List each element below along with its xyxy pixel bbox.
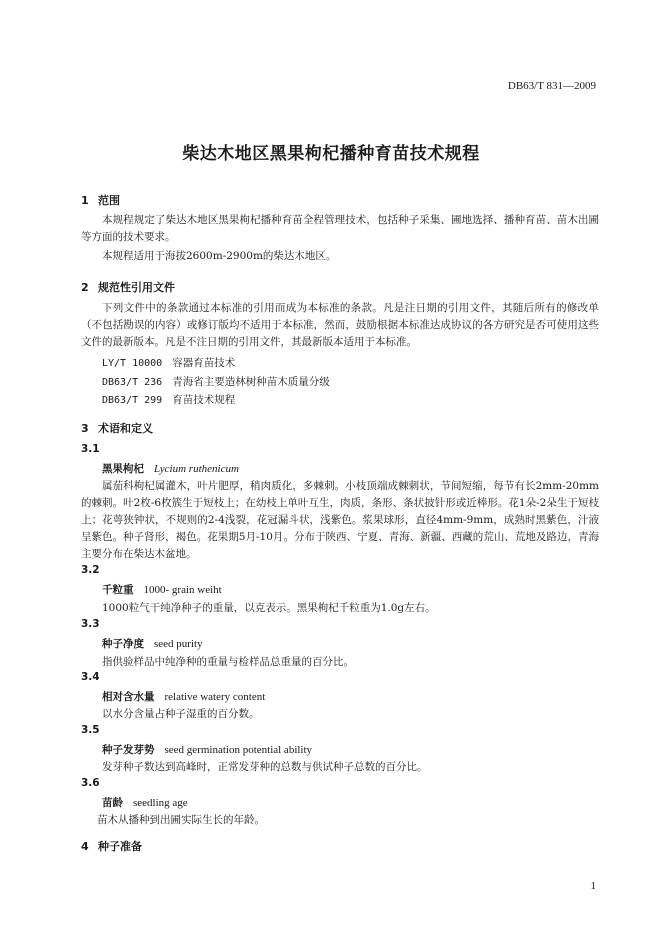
reference-title: 青海省主要造林树种苗木质量分级 bbox=[172, 376, 330, 388]
clause-3-6-number: 3.6 bbox=[81, 777, 100, 789]
reference-item bbox=[102, 374, 330, 389]
clause-3-1-number: 3.1 bbox=[81, 443, 100, 455]
term-3-2 bbox=[102, 582, 222, 597]
reference-title: 育苗技术规程 bbox=[172, 394, 236, 406]
term-chinese: 黑果枸杞 bbox=[102, 463, 144, 475]
term-english: seedling age bbox=[133, 797, 188, 809]
section-number: 3 bbox=[81, 422, 89, 435]
section-number: 2 bbox=[81, 281, 89, 294]
term-chinese: 苗龄 bbox=[102, 797, 123, 809]
section-title: 术语和定义 bbox=[98, 422, 153, 435]
page-number: 1 bbox=[590, 880, 596, 892]
scope-paragraph-2: 本规程适用于海拔2600m-2900m的柴达木地区。 bbox=[102, 250, 337, 262]
reference-item bbox=[102, 355, 235, 370]
definition-3-1: 属茄科枸杞属灌木，叶片肥厚，稍肉质化，多棘刺。小枝顶端成棘刺状，节间短缩，每节有长2mm-20mm的棘刺。叶2枚-6枚簇生于短枝上；在幼枝上单叶互生，肉质，条形、条状披针形或近棒形。花1朵-2朵生于短枝上；花萼狭钟状，不规则的2-4浅裂，花冠漏斗状，浅紫色。浆果球形，直径4mm-9mm，成熟时黑紫色，汁液呈紫色。种子肾形，褐色。花果期5月-10月。分布于陕西、宁夏、青海、新疆、西藏的荒山、荒地及路边，青海主要分布在柴达木盆地。 bbox=[81, 480, 599, 560]
definition-3-2: 1000粒气干纯净种子的重量，以克表示。黑果枸杞千粒重为1.0g左右。 bbox=[102, 602, 436, 614]
term-english: seed germination potential ability bbox=[164, 744, 313, 756]
document-title: 柴达木地区黑果枸杞播种育苗技术规程 bbox=[182, 144, 480, 164]
section-title: 范围 bbox=[98, 194, 120, 207]
term-3-6 bbox=[102, 795, 188, 810]
term-english: 1000- grain weiht bbox=[143, 584, 222, 596]
term-3-3 bbox=[102, 636, 203, 651]
definition-3-3: 指供验样品中纯净种的重量与检样品总重量的百分比。 bbox=[102, 656, 354, 668]
term-english: seed purity bbox=[154, 638, 203, 650]
term-chinese: 种子净度 bbox=[102, 638, 144, 650]
section-number: 1 bbox=[81, 194, 89, 207]
clause-3-2-number: 3.2 bbox=[81, 564, 100, 576]
clause-3-3-number: 3.3 bbox=[81, 618, 100, 630]
reference-code: DB63/T 236 bbox=[102, 377, 163, 388]
term-chinese: 种子发芽势 bbox=[102, 744, 155, 756]
term-3-1 bbox=[102, 461, 251, 476]
term-latin: Lycium ruthenicum bbox=[154, 463, 239, 475]
section-4-heading bbox=[81, 838, 142, 854]
term-3-4 bbox=[102, 689, 265, 704]
scope-paragraph-1: 本规程规定了柴达木地区黑果枸杞播种育苗全程管理技术，包括种子采集、圃地选择、播种育苗、苗木出圃等方面的技术要求。 bbox=[81, 214, 599, 243]
section-2-heading bbox=[81, 279, 175, 295]
reference-code: LY/T 10000 bbox=[102, 358, 163, 369]
definition-3-5: 发芽种子数达到高峰时，正常发芽种的总数与供试种子总数的百分比。 bbox=[102, 761, 428, 773]
section-title: 规范性引用文件 bbox=[98, 281, 175, 294]
term-3-5 bbox=[102, 742, 312, 757]
definition-3-4: 以水分含量占种子湿重的百分数。 bbox=[102, 708, 260, 720]
term-chinese: 千粒重 bbox=[102, 584, 134, 596]
clause-3-5-number: 3.5 bbox=[81, 724, 100, 736]
section-number: 4 bbox=[81, 840, 89, 853]
definition-3-6: 苗木从播种到出圃实际生长的年龄。 bbox=[97, 814, 265, 826]
references-paragraph: 下列文件中的条款通过本标准的引用而成为本标准的条款。凡是注日期的引用文件，其随后所有的修改单（不包括勘误的内容）或修订版均不适用于本标准，然而，鼓励根据本标准达成协议的各方研究是否可使用这些文件的最新版本。凡是不注日期的引用文件，其最新版本适用于本标准。 bbox=[81, 302, 599, 348]
clause-3-4-number: 3.4 bbox=[81, 671, 100, 683]
term-english: relative watery content bbox=[164, 691, 266, 703]
reference-title: 容器育苗技术 bbox=[172, 357, 236, 369]
reference-code: DB63/T 299 bbox=[102, 395, 163, 406]
reference-item bbox=[102, 392, 235, 407]
document-number: DB63/T 831—2009 bbox=[507, 80, 596, 92]
term-chinese: 相对含水量 bbox=[102, 691, 155, 703]
section-3-heading bbox=[81, 420, 153, 436]
section-1-heading bbox=[81, 192, 120, 208]
section-title: 种子准备 bbox=[98, 840, 142, 853]
